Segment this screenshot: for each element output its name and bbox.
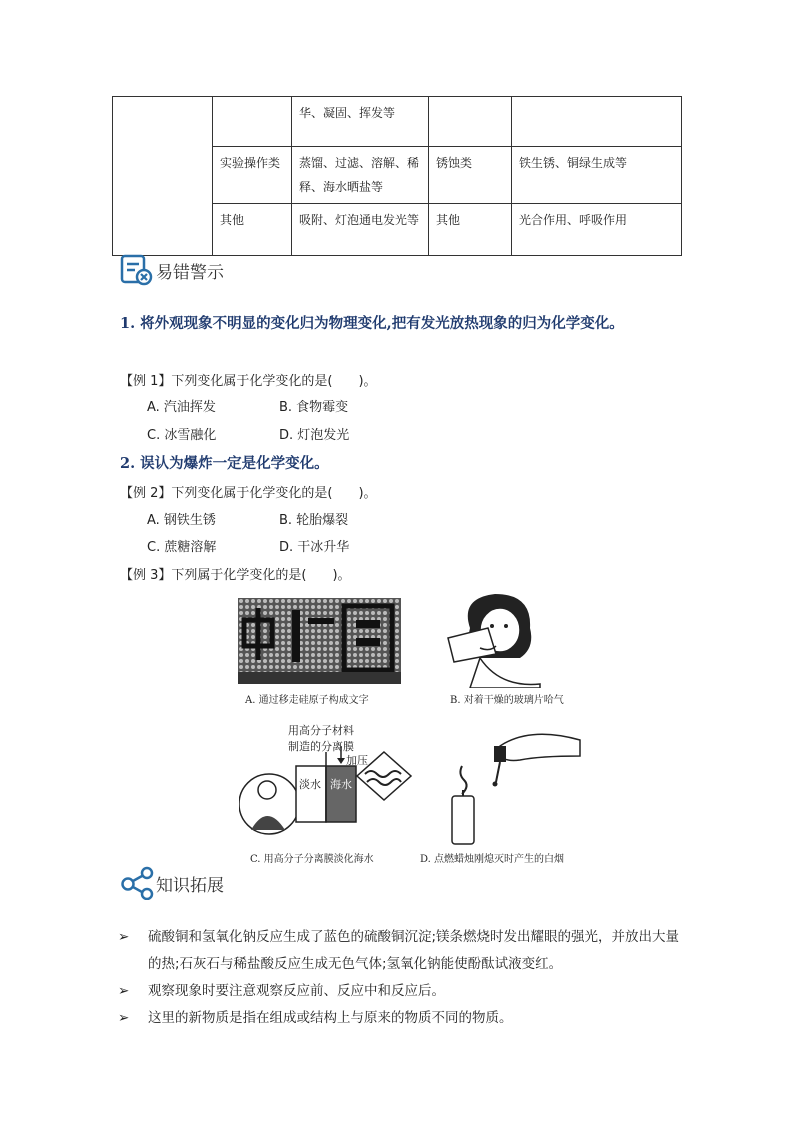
table-cell: 其他 bbox=[429, 204, 512, 256]
warning-section-title: 易错警示 bbox=[156, 262, 224, 283]
warning-doc-icon bbox=[120, 254, 154, 286]
example-1-option-c: C. 冰雪融化 bbox=[147, 428, 217, 443]
figure-a-caption: A. 通过移走硅原子构成文字 bbox=[245, 695, 369, 706]
table-row bbox=[113, 97, 682, 147]
table-cell: 铁生锈、铜绿生成等 bbox=[512, 147, 682, 204]
figure-b-girl-breathing bbox=[440, 588, 550, 688]
table-cell: 其他 bbox=[213, 204, 292, 256]
figure-c-fresh-water-label: 淡水 bbox=[299, 778, 321, 791]
knowledge-item-text: 观察现象时要注意观察反应前、反应中和反应后。 bbox=[148, 983, 445, 999]
figure-a-silicon-atoms bbox=[238, 598, 401, 684]
knowledge-item-1 bbox=[118, 924, 698, 978]
example-2-option-b: B. 轮胎爆裂 bbox=[279, 513, 349, 528]
example-3-stem: 【例 3】下列属于化学变化的是( )。 bbox=[120, 568, 351, 583]
knowledge-item-2 bbox=[118, 978, 698, 1005]
figure-d-caption: D. 点燃蜡烛刚熄灭时产生的白烟 bbox=[420, 854, 565, 865]
figure-d-candle-smoke bbox=[440, 716, 590, 846]
example-1-option-a: A. 汽油挥发 bbox=[147, 400, 216, 415]
table-cell bbox=[512, 97, 682, 147]
atom-pattern-image bbox=[238, 598, 401, 684]
knowledge-item-text: 这里的新物质是指在组成或结构上与原来的物质不同的物质。 bbox=[148, 1010, 513, 1026]
girl-glass-illustration bbox=[440, 588, 550, 688]
example-2-option-a: A. 钢铁生锈 bbox=[147, 513, 216, 528]
figure-c-label-2: 制造的分离膜 bbox=[288, 740, 354, 753]
knowledge-section-title: 知识拓展 bbox=[156, 875, 224, 896]
right-arrow-icon: ➢ bbox=[118, 1010, 130, 1026]
example-2-option-d: D. 干冰升华 bbox=[279, 540, 350, 555]
knowledge-section-header bbox=[120, 866, 224, 900]
right-arrow-icon: ➢ bbox=[118, 983, 130, 999]
table-cell bbox=[113, 97, 213, 256]
classification-table bbox=[112, 96, 682, 256]
table-cell: 锈蚀类 bbox=[429, 147, 512, 204]
table-cell bbox=[429, 97, 512, 147]
figure-c-caption: C. 用高分子分离膜淡化海水 bbox=[250, 854, 374, 865]
figure-c-label-1: 用高分子材料 bbox=[288, 724, 354, 737]
warning-section-header bbox=[120, 254, 224, 286]
candle-dropper-illustration bbox=[440, 716, 590, 846]
warning-point-2: 2. 误认为爆炸一定是化学变化。 bbox=[120, 455, 329, 472]
figure-c-pressure-label: 加压 bbox=[346, 754, 368, 767]
right-arrow-icon: ➢ bbox=[118, 929, 130, 945]
table-cell: 蒸馏、过滤、溶解、稀释、海水晒盐等 bbox=[292, 147, 429, 204]
table-cell: 吸附、灯泡通电发光等 bbox=[292, 204, 429, 256]
table-cell: 光合作用、呼吸作用 bbox=[512, 204, 682, 256]
example-1-option-b: B. 食物霉变 bbox=[279, 400, 349, 415]
table-cell: 实验操作类 bbox=[213, 147, 292, 204]
table-cell bbox=[213, 97, 292, 147]
share-nodes-icon bbox=[120, 866, 154, 900]
figure-b-caption: B. 对着干燥的玻璃片哈气 bbox=[450, 695, 564, 706]
warning-point-1: 1. 将外观现象不明显的变化归为物理变化,把有发光放热现象的归为化学变化。 bbox=[120, 315, 624, 332]
example-1-option-d: D. 灯泡发光 bbox=[279, 428, 350, 443]
table-cell: 华、凝固、挥发等 bbox=[292, 97, 429, 147]
example-1-stem: 【例 1】下列变化属于化学变化的是( )。 bbox=[120, 374, 377, 389]
figure-c-sea-water-label: 海水 bbox=[330, 778, 352, 791]
example-2-option-c: C. 蔗糖溶解 bbox=[147, 540, 217, 555]
example-2-stem: 【例 2】下列变化属于化学变化的是( )。 bbox=[120, 486, 377, 501]
knowledge-item-text: 硫酸铜和氢氧化钠反应生成了蓝色的硫酸铜沉淀;镁条燃烧时发出耀眼的强光，并放出大量的热;石灰石与稀盐酸反应生成无色气体;氢氧化钠能使酚酞试液变红。 bbox=[148, 929, 680, 972]
knowledge-item-3 bbox=[118, 1005, 698, 1032]
